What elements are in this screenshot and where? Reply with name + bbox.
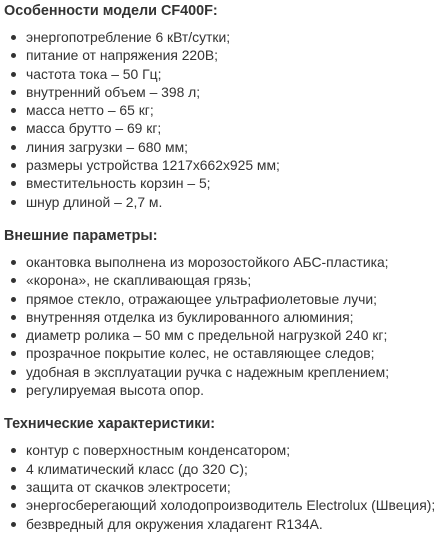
list-item-text: внутренняя отделка из буклированного алюминия; bbox=[26, 308, 354, 325]
list-item-text: удобная в эксплуатации ручка с надежным креплением; bbox=[26, 363, 390, 380]
bullet-icon bbox=[11, 315, 16, 320]
section-title-technical-specs: Технические характеристики: bbox=[4, 416, 216, 433]
bullet-icon bbox=[11, 260, 16, 265]
list-item bbox=[4, 363, 444, 381]
list-item bbox=[4, 496, 444, 514]
list-item bbox=[4, 138, 444, 156]
list-item bbox=[4, 156, 444, 174]
list-item-text: 4 климатический класс (до 320 С); bbox=[26, 460, 248, 477]
list-item bbox=[4, 65, 444, 83]
list-item-text: энергосберегающий холодопроизводитель Electrolux (Швеция); bbox=[26, 497, 436, 514]
list-item-text: масса нетто – 65 кг; bbox=[26, 102, 154, 119]
list-item bbox=[4, 441, 444, 459]
list-item bbox=[4, 290, 444, 308]
list-item bbox=[4, 28, 444, 46]
bullet-icon bbox=[11, 163, 16, 168]
list-item-text: прозрачное покрытие колес, не оставляющее следов; bbox=[26, 345, 375, 362]
bullet-icon bbox=[11, 90, 16, 95]
list-item bbox=[4, 478, 444, 496]
list-item-text: вместительность корзин – 5; bbox=[26, 175, 211, 192]
bullet-icon bbox=[11, 522, 16, 527]
bullet-icon bbox=[11, 448, 16, 453]
list-item-text: размеры устройства 1217х662х925 мм; bbox=[26, 157, 280, 174]
bullet-icon bbox=[11, 370, 16, 375]
list-item-text: внутренний объем – 398 л; bbox=[26, 83, 201, 100]
bullet-icon bbox=[11, 333, 16, 338]
bullet-icon bbox=[11, 351, 16, 356]
list-item bbox=[4, 193, 444, 211]
list-item-text: регулируемая высота опор. bbox=[26, 382, 204, 399]
bullet-icon bbox=[11, 35, 16, 40]
list-item bbox=[4, 271, 444, 289]
document-content bbox=[4, 0, 444, 533]
list-item-text: безвредный для окружения хладагент R134A. bbox=[26, 515, 323, 532]
list-item bbox=[4, 344, 444, 362]
bullet-icon bbox=[11, 467, 16, 472]
external-parameters-list bbox=[4, 253, 444, 399]
list-item-text: окантовка выполнена из морозостойкого АБС-пластика; bbox=[26, 253, 389, 270]
list-item bbox=[4, 326, 444, 344]
list-item-text: энергопотребление 6 кВт/сутки; bbox=[26, 29, 231, 45]
bullet-icon bbox=[11, 72, 16, 77]
list-item-text: защита от скачков электросети; bbox=[26, 478, 231, 495]
list-item bbox=[4, 460, 444, 478]
bullet-icon bbox=[11, 181, 16, 186]
list-item-text: диаметр ролика – 50 мм с предельной нагрузкой 240 кг; bbox=[26, 327, 388, 344]
list-item bbox=[4, 46, 444, 64]
list-item bbox=[4, 381, 444, 399]
list-item-text: прямое стекло, отражающее ультрафиолетовые лучи; bbox=[26, 290, 378, 307]
list-item-text: линия загрузки – 680 мм; bbox=[26, 138, 188, 155]
list-item bbox=[4, 174, 444, 192]
list-item-text: масса брутто – 69 кг; bbox=[26, 120, 162, 137]
list-item bbox=[4, 119, 444, 137]
list-item bbox=[4, 83, 444, 101]
bullet-icon bbox=[11, 485, 16, 490]
list-item-text: питание от напряжения 220В; bbox=[26, 47, 219, 64]
list-item-text: «корона», не скапливающая грязь; bbox=[26, 272, 252, 289]
bullet-icon bbox=[11, 108, 16, 113]
bullet-icon bbox=[11, 297, 16, 302]
section-title-model-features: Особенности модели CF400F: bbox=[4, 3, 218, 19]
list-item-text: шнур длиной – 2,7 м. bbox=[26, 193, 163, 210]
bullet-icon bbox=[11, 126, 16, 131]
list-item bbox=[4, 101, 444, 119]
list-item-text: контур с поверхностным конденсатором; bbox=[26, 442, 291, 459]
bullet-icon bbox=[11, 53, 16, 58]
list-item bbox=[4, 308, 444, 326]
list-item bbox=[4, 515, 444, 533]
list-item-text: частота тока – 50 Гц; bbox=[26, 65, 162, 82]
bullet-icon bbox=[11, 388, 16, 393]
model-features-list bbox=[4, 28, 444, 211]
section-title-external-parameters: Внешние параметры: bbox=[4, 227, 158, 244]
technical-specs-list bbox=[4, 441, 444, 532]
bullet-icon bbox=[11, 278, 16, 283]
bullet-icon bbox=[11, 200, 16, 205]
list-item bbox=[4, 253, 444, 271]
bullet-icon bbox=[11, 145, 16, 150]
